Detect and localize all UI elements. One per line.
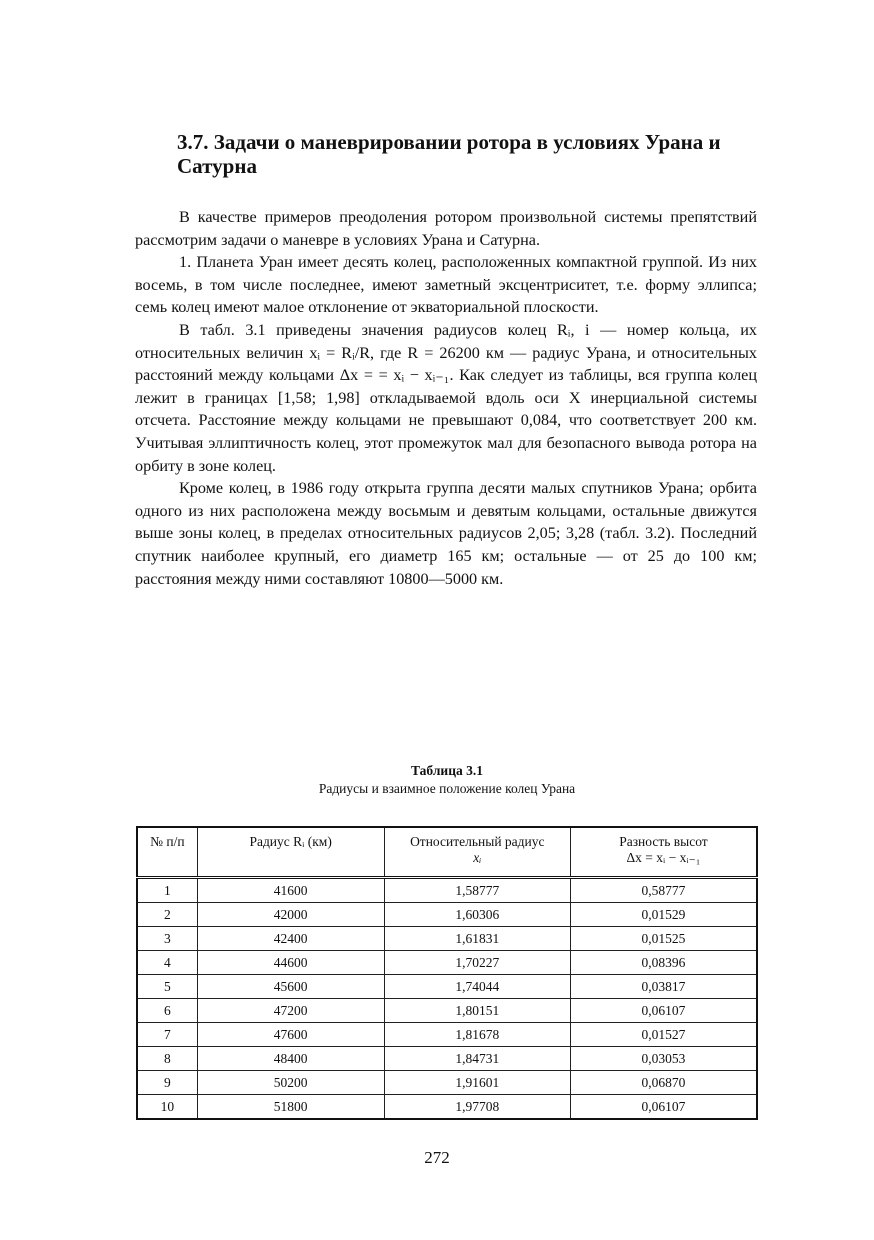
table-row: 9 50200 1,91601 0,06870 bbox=[137, 1071, 757, 1095]
page-number: 272 bbox=[424, 1148, 450, 1167]
table-number: Таблица 3.1 bbox=[411, 763, 483, 778]
table-row: 5 45600 1,74044 0,03817 bbox=[137, 975, 757, 999]
table-row: 6 47200 1,80151 0,06107 bbox=[137, 999, 757, 1023]
table-row: 7 47600 1,81678 0,01527 bbox=[137, 1023, 757, 1047]
table-caption: Радиусы и взаимное положение колец Урана bbox=[318, 781, 576, 796]
paragraph-satellites: Кроме колец, в 1986 году открыта группа десяти малых спутников Урана; орбита одного из них расположена между восьмым и девятым кольцами, остальные движутся выше зоны колец, в пределах относительных радиусов 2,05; 3,28 (табл. 3.2). Последний спутник наиболее крупный, его диаметр 165 км; остальные — от 25 до 100 км; расстояния между ними составляют 10800—5000 км. bbox=[135, 479, 757, 588]
rings-table bbox=[136, 826, 758, 1120]
paragraph-intro: В качестве примеров преодоления ротором произвольной системы препятствий рассмотрим задачи о маневре в условиях Урана и Сатурна. bbox=[135, 208, 757, 249]
table-header-row bbox=[137, 827, 757, 878]
table-row: 3 42400 1,61831 0,01525 bbox=[137, 927, 757, 951]
paragraph-table-description: В табл. 3.1 приведены значения радиусов колец Rᵢ, i — номер кольца, их относительных величин xᵢ = Rᵢ/R, где R = 26200 км — радиус Урана, и относительных расстояний между кольцами Δx = = xᵢ − xᵢ₋₁. Как следует из таблицы, вся группа колец лежит в границах [1,58; 1,98] откладываемой вдоль оси X инерциальной системы отсчета. Расстояние между кольцами не превышают 0,084, что соответствует 200 км. Учитывая эллиптичность колец, этот промежуток мал для безопасного вывода ротора на орбиту в зоне колец. bbox=[135, 320, 757, 475]
body-text bbox=[135, 206, 757, 590]
header-radius: Радиус Rᵢ (км) bbox=[197, 827, 384, 878]
table-row: 10 51800 1,97708 0,06107 bbox=[137, 1095, 757, 1120]
table-row: 1 41600 1,58777 0,58777 bbox=[137, 878, 757, 903]
section-heading: 3.7. Задачи о маневрировании ротора в условиях Урана и Сатурна bbox=[177, 130, 721, 178]
header-height-difference: Разность высот Δx = xᵢ − xᵢ₋₁ bbox=[570, 827, 757, 878]
table-row: 8 48400 1,84731 0,03053 bbox=[137, 1047, 757, 1071]
table-row: 2 42000 1,60306 0,01529 bbox=[137, 903, 757, 927]
table-row: 4 44600 1,70227 0,08396 bbox=[137, 951, 757, 975]
paragraph-uranus-rings: 1. Планета Уран имеет десять колец, расположенных компактной группой. Из них восемь, в том числе последнее, имеют заметный эксцентриситет, т.е. форму эллипса; семь колец имеют малое отклонение от экваториальной плоскости. bbox=[135, 253, 757, 317]
header-number: № п/п bbox=[137, 827, 197, 878]
header-relative-radius: Относительный радиус xᵢ bbox=[384, 827, 570, 878]
